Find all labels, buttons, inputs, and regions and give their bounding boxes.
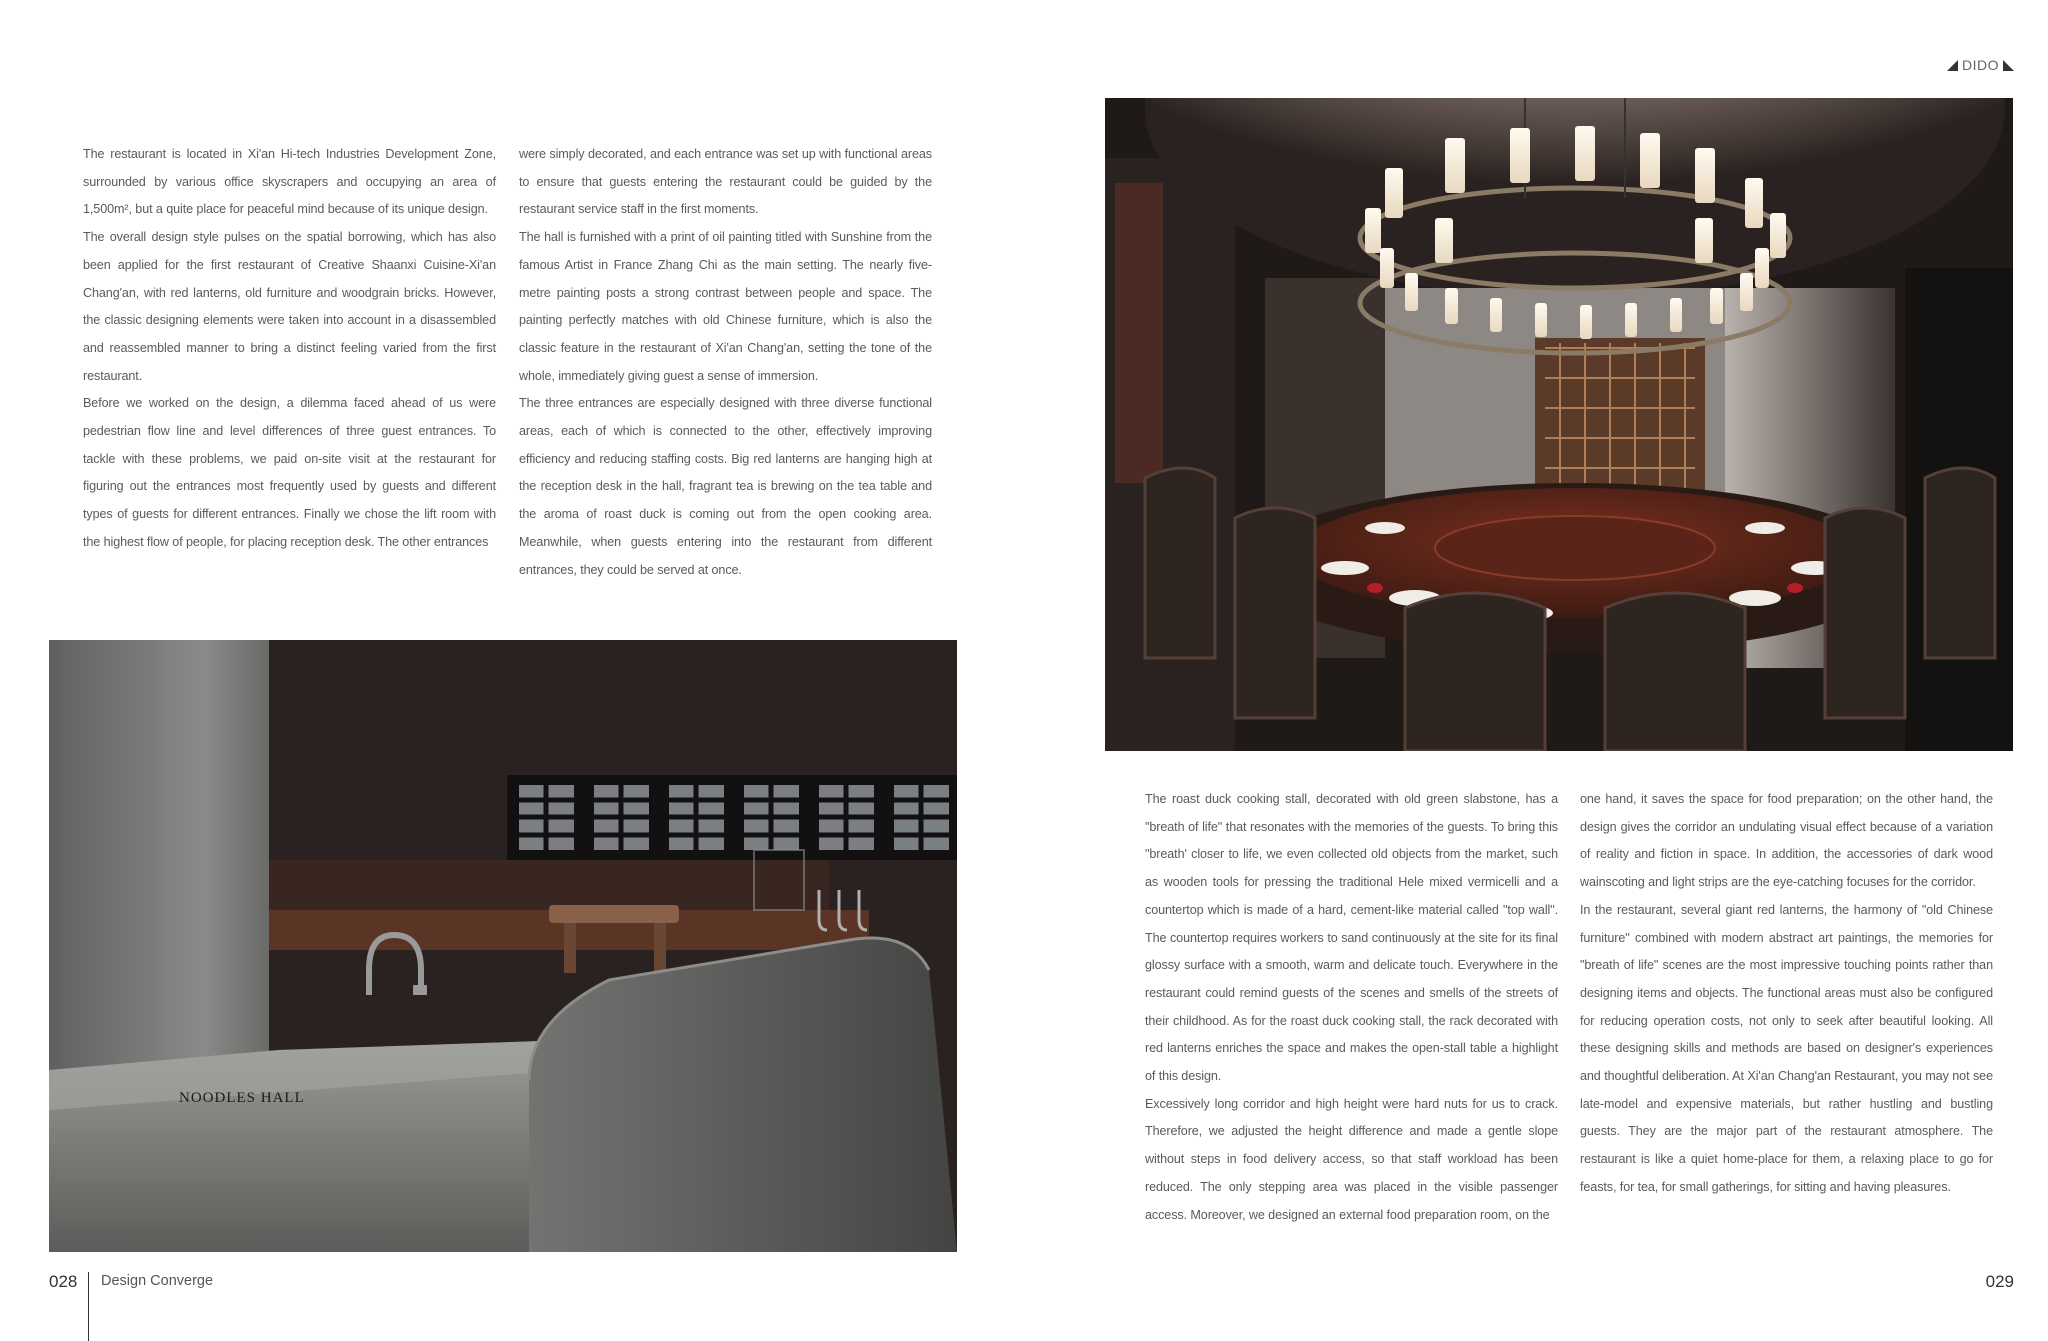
paragraph: The three entrances are especially designed with three diverse functional areas, each of which is connected to the other, effectively improving efficiency and reducing staffing costs. Big red lanterns are hanging high at the reception desk in the hall, fragrant tea is brewing on the tea table and the aroma of roast duck is coming out from the open cooking area. Meanwhile, when guests entering into the restaurant from different entrances, they could be served at once. <box>519 396 932 577</box>
dining-room-photo <box>1105 98 2013 751</box>
paragraph: The overall design style pulses on the spatial borrowing, which has also been applied for the first restaurant of Creative Shaanxi Cuisine-Xi'an Chang'an, with red lanterns, old furniture and woodgrain bricks. However, the classic designing elements were taken into account in a disassembled and reassembled manner to bring a distinct feeling varied from the first restaurant. <box>83 230 496 383</box>
paragraph: Excessively long corridor and high height were hard nuts for us to crack. Therefore, we adjusted the height difference and made a gentle slope without steps in food delivery access, so that staff workload has been reduced. The only stepping area was placed in the visible passenger access. Moreover, we designed an external food preparation room, on the <box>1145 1096 1558 1222</box>
text-column-4 <box>1580 786 1993 1202</box>
paragraph: The roast duck cooking stall, decorated with old green slabstone, has a "breath of life" that resonates with the memories of the guests. To bring this "breath' closer to life, we even collected old objects from the market, such as wooden tools for pressing the traditional Hele mixed vermicelli and a countertop which is made of a hard, cement-like material called "top wall". The countertop requires workers to sand continuously at the site for its final glossy surface with a smooth, warm and delicate touch. Everywhere in the restaurant could remind guests of the scenes and smells of the streets of their childhood. As for the roast duck cooking stall, the rack decorated with red lanterns enriches the space and makes the open-stall table a highlight of this design. <box>1145 792 1558 1084</box>
paragraph: The restaurant is located in Xi'an Hi-tech Industries Development Zone, surrounded by various office skyscrapers and occupying an area of 1,500m², but a quite place for peaceful mind because of its unique design. <box>83 147 496 217</box>
page-number-right: 029 <box>1985 1272 2014 1291</box>
paragraph: Before we worked on the design, a dilemma faced ahead of us were pedestrian flow line and level differences of three guest entrances. To tackle with these problems, we paid on-site visit at the restaurant for figuring out the entrances most frequently used by guests and different types of guests for different entrances. Finally we chose the lift room with the highest flow of people, for placing reception desk. The other entrances <box>83 396 496 549</box>
brand-logo <box>1947 57 2014 73</box>
text-column-3 <box>1145 786 1558 1229</box>
triangle-right-icon <box>2003 60 2014 71</box>
counter-illustration <box>49 640 957 1252</box>
paragraph: The hall is furnished with a print of oil painting titled with Sunshine from the famous Artist in France Zhang Chi as the main setting. The nearly five-metre painting posts a strong contrast between people and space. The painting perfectly matches with old Chinese furniture, which is also the classic feature in the restaurant of Xi'an Chang'an, setting the tone of the whole, immediately giving guest a sense of immersion. <box>519 230 932 383</box>
paragraph: one hand, it saves the space for food preparation; on the other hand, the design gives the corridor an undulating visual effect because of a variation of reality and fiction in space. In addition, the accessories of dark wood wainscoting and light strips are the eye-catching focuses for the corridor. <box>1580 792 1993 890</box>
triangle-left-icon <box>1947 60 1958 71</box>
concrete-counter-photo <box>49 640 957 1252</box>
page-number-left: 028 <box>49 1272 78 1291</box>
footer-divider <box>88 1272 89 1341</box>
text-column-2 <box>519 141 932 584</box>
paragraph: In the restaurant, several giant red lanterns, the harmony of "old Chinese furniture" combined with modern abstract art paintings, the memories for "breath of life" scenes are the most impressive touching points rather than designing items and objects. The functional areas must also be configured for reducing operation costs, not only to seek after beautiful looking. All these designing skills and methods are based on designer's experiences and thoughtful deliberation. At Xi'an Chang'an Restaurant, you may not see late-model and expensive materials, but rather hustling and bustling guests. They are the major part of the restaurant atmosphere. The restaurant is like a quiet home-place for them, a relaxing place to go for feasts, for tea, for small gatherings, for sitting and having pleasures. <box>1580 902 1993 1194</box>
publication-title: Design Converge <box>101 1273 214 1289</box>
counter-sign: NOODLES HALL <box>179 1090 305 1106</box>
brand-name: DIDO <box>1962 57 1999 73</box>
dining-room-illustration <box>1105 98 2013 751</box>
paragraph: were simply decorated, and each entrance was set up with functional areas to ensure that guests entering the restaurant could be guided by the restaurant service staff in the first moments. <box>519 147 932 217</box>
text-column-1 <box>83 141 496 557</box>
